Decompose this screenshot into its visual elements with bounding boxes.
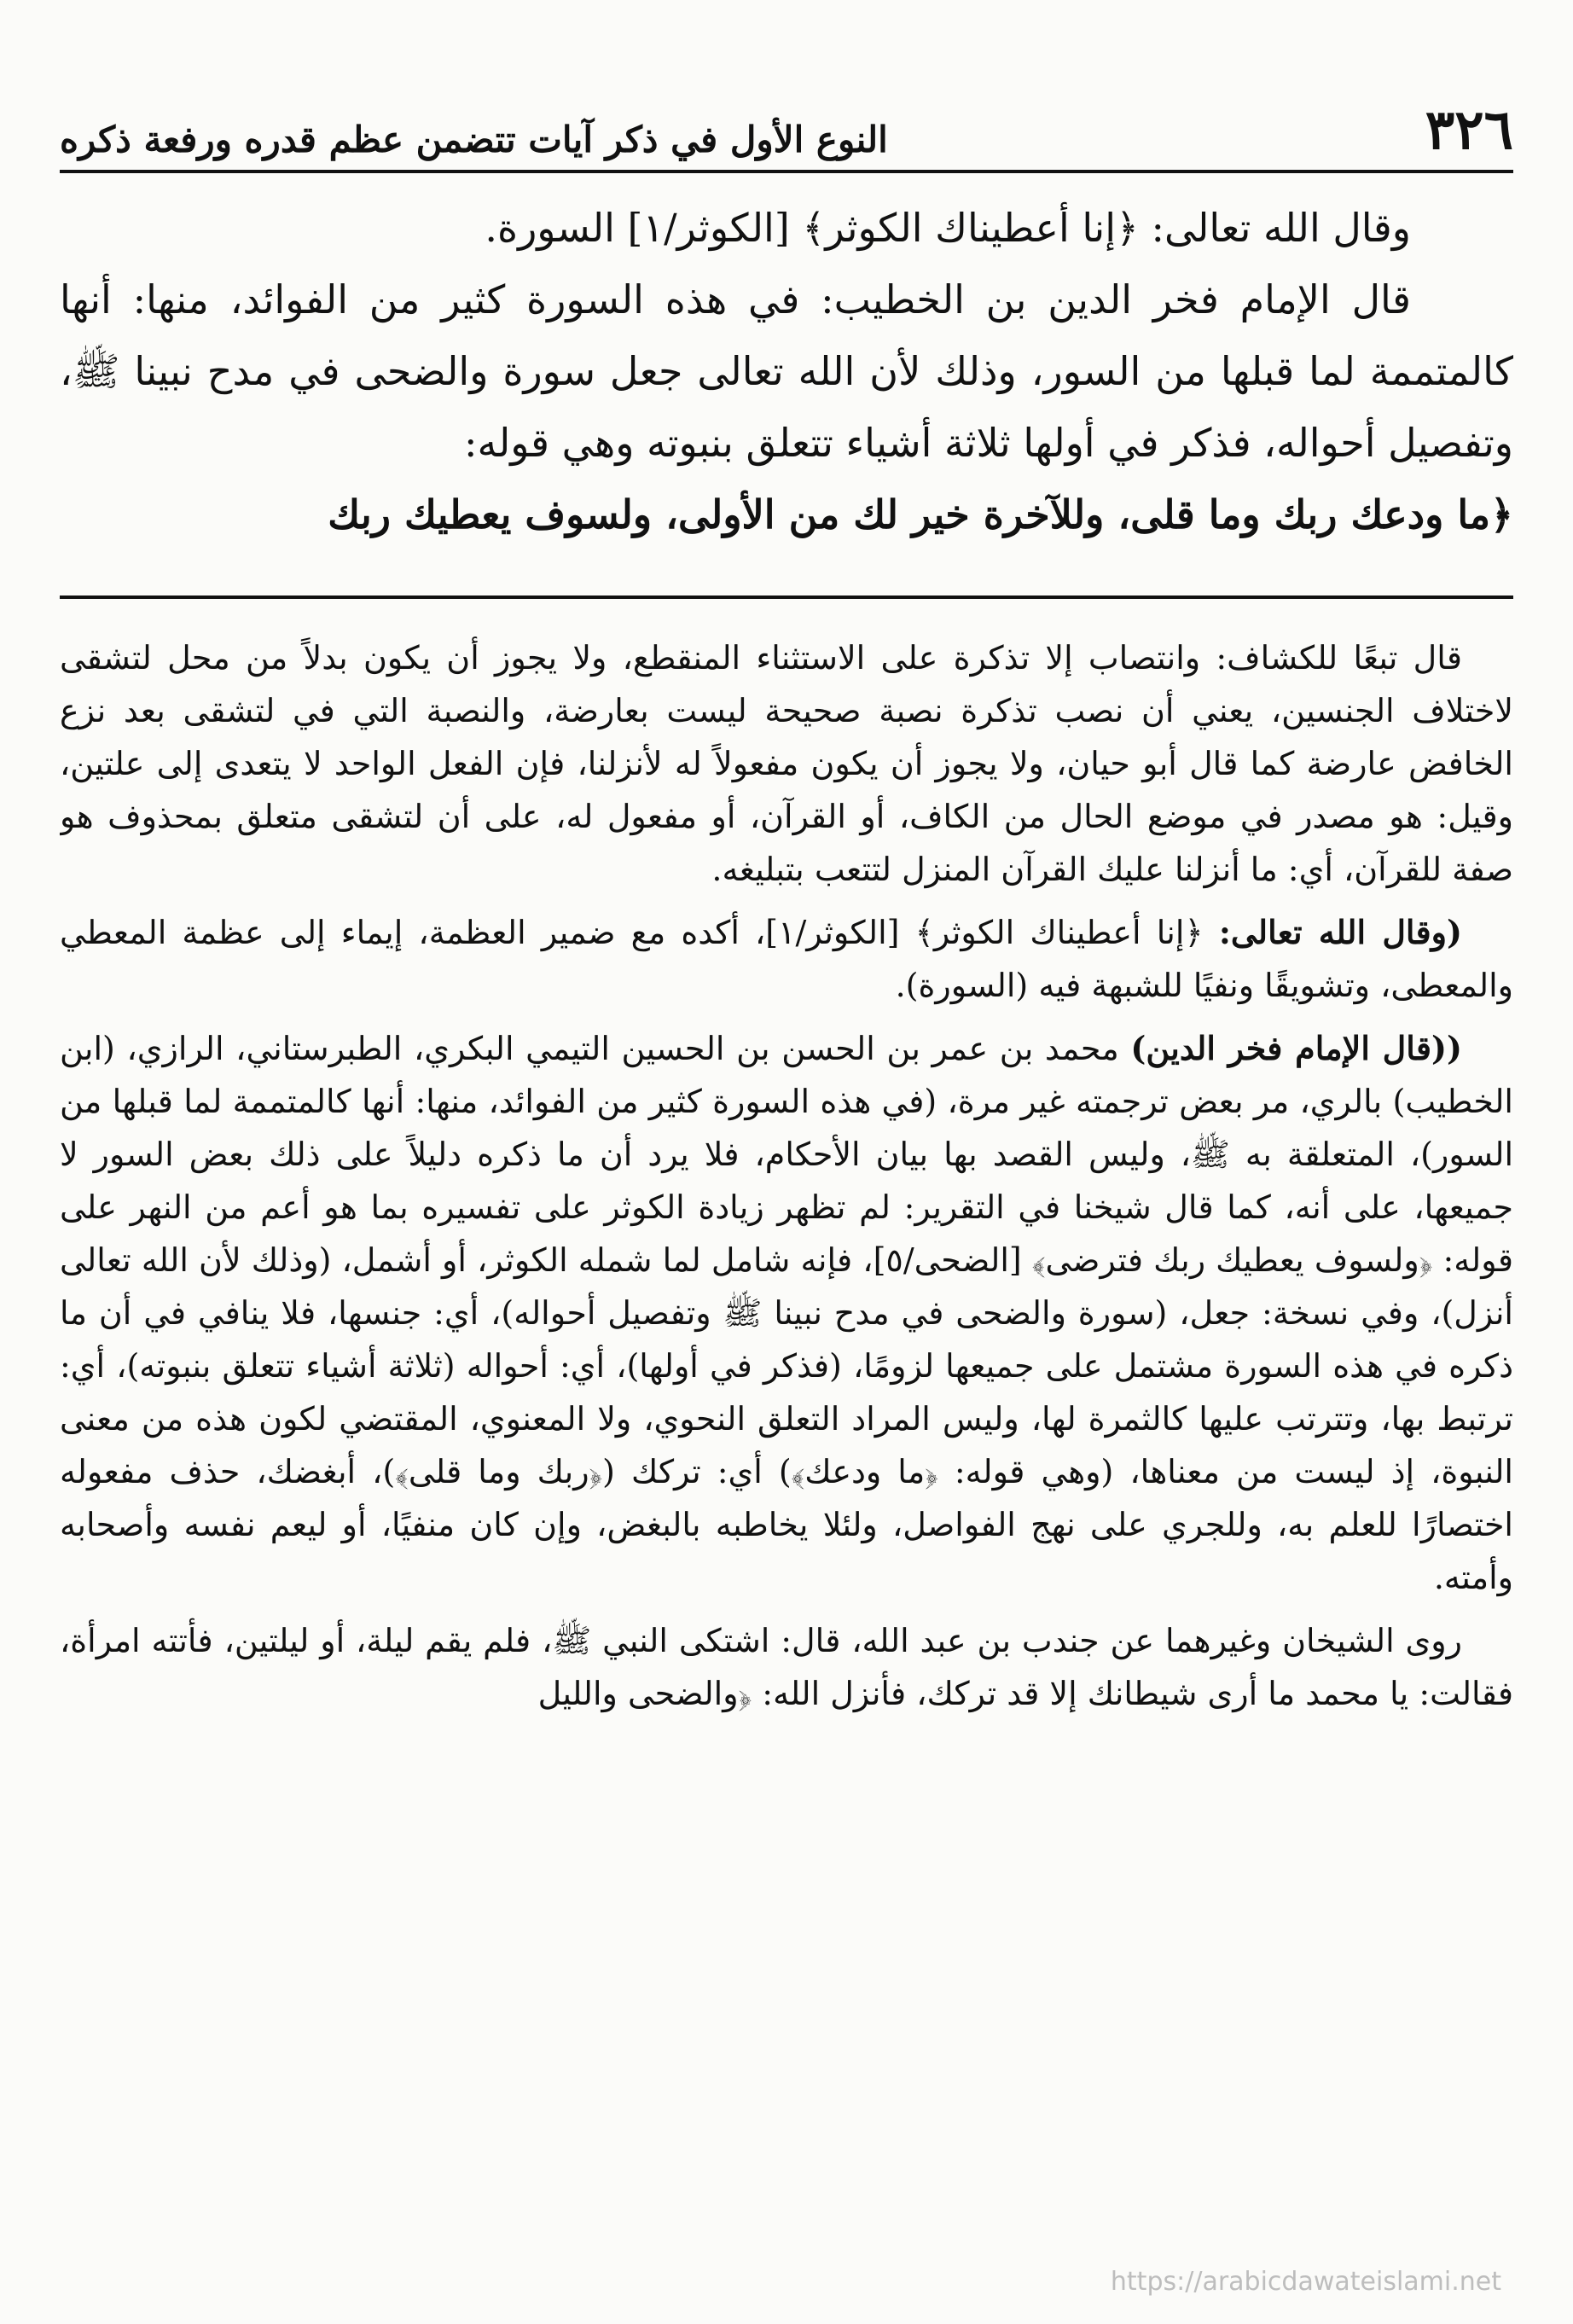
commentary-paragraph-3: [60, 1022, 1513, 1604]
commentary-paragraph-1: قال تبعًا للكشاف: وانتصاب إلا تذكرة على الاستثناء المنقطع، ولا يجوز أن يكون بدلاً من محل لتشقى لاختلاف الجنسين، يعني أن نصب تذكرة نصبة صحيحة ليست بعارضة، والنصبة التي في لتشقى بعد نزع الخافض عارضة كما قال أبو حيان، ولا يجوز أن يكون مفعولاً له لأنزلنا، فإن الفعل الواحد لا يتعدى إلى علتين، وقيل: هو مصدر في موضع الحال من الكاف، أو القرآن، أو مفعول له، على أن لتشقى متعلق بمحذوف هو صفة للقرآن، أي: ما أنزلنا عليك القرآن المنزل لتتعب بتبليغه.: [60, 639, 1513, 888]
page-number: ٣٢٦: [1425, 98, 1513, 162]
main-paragraph-1: وقال الله تعالى: ﴿إنا أعطيناك الكوثر﴾ [الكوثر/١] السورة.: [485, 205, 1411, 251]
commentary-bold-lead: (وقال الله تعالى:: [1218, 913, 1462, 951]
commentary-paragraph-2: [60, 906, 1513, 1012]
main-paragraph-2: قال الإمام فخر الدين بن الخطيب: في هذه السورة كثير من الفوائد، منها: أنها كالمتممة لما قبلها من السور، وذلك لأن الله تعالى جعل سورة والضحى في مدح نبينا ﷺ، وتفصيل أحواله، فذكر في أولها ثلاثة أشياء تتعلق بنبوته وهي قوله:: [60, 276, 1513, 466]
commentary-text: ﴿إنا أعطيناك الكوثر﴾ [الكوثر/١]، أكده مع ضمير العظمة، إيماء إلى عظمة المعطي والمعطى، وتشويقًا ونفيًا للشبهة فيه (السورة).: [60, 914, 1513, 1004]
commentary-bold-lead: ((قال الإمام فخر الدين): [1130, 1029, 1462, 1067]
watermark-url: https://arabicdawateislami.net: [1110, 2267, 1501, 2297]
quran-verse: ﴿ما ودعك ربك وما قلى، وللآخرة خير لك من الأولى، ولسوف يعطيك ربك: [328, 491, 1513, 537]
page-header: [60, 81, 1513, 173]
section-divider: [60, 596, 1513, 599]
commentary-text: محمد بن عمر بن الحسن بن الحسين التيمي البكري، الطبرستاني، الرازي، (ابن الخطيب) بالري، مر بعض ترجمته غير مرة، (في هذه السورة كثير من الفوائد، منها: أنها كالمتممة لما قبلها من السور)، المتعلقة به ﷺ، وليس القصد بها بيان الأحكام، فلا يرد أن ما ذكره دليلاً على ذلك بعض السور لا جميعها، على أنه، كما قال شيخنا في التقرير: لم تظهر زيادة الكوثر على تفسيره بما هو أعم من النهر على قوله: ﴿ولسوف يعطيك ربك فترضى﴾ [الضحى/٥]، فإنه شامل لما شمله الكوثر، أو أشمل، (وذلك لأن الله تعالى أنزل)، وفي نسخة: جعل، (سورة والضحى في مدح نبينا ﷺ وتفصيل أحواله)، أي: جنسها، فلا ينافي في أن ما ذكره في هذه السورة مشتمل على جميعها لزومًا، (فذكر في أولها)، أي: أحواله (ثلاثة أشياء تتعلق بنبوته)، أي: ترتبط بها، وتترتب عليها كالثمرة لها، وليس المراد التعلق النحوي، ولا المعنوي، المقتضي لكون هذه من معنى النبوة، إذ ليست من معناها، (وهي قوله: ﴿ما ودعك﴾) أي: تركك (﴿ربك وما قلى﴾)، أبغضك، حذف مفعوله اختصارًا للعلم به، وللجري على نهج الفواصل، ولئلا يخاطبه بالبغض، وإن كان منفيًا، أو ليعم نفسه وأصحابه وأمته.: [60, 1030, 1513, 1596]
commentary-paragraph-4: روى الشيخان وغيرهما عن جندب بن عبد الله، قال: اشتكى النبي ﷺ، فلم يقم ليلة، أو ليلتين، فأتته امرأة، فقالت: يا محمد ما أرى شيطانك إلا قد تركك، فأنزل الله: ﴿والضحى والليل: [60, 1622, 1513, 1712]
main-text: [60, 192, 1513, 584]
running-title: النوع الأول في ذكر آيات تتضمن عظم قدره ورفعة ذكره: [60, 119, 888, 160]
commentary: [60, 631, 1513, 2218]
